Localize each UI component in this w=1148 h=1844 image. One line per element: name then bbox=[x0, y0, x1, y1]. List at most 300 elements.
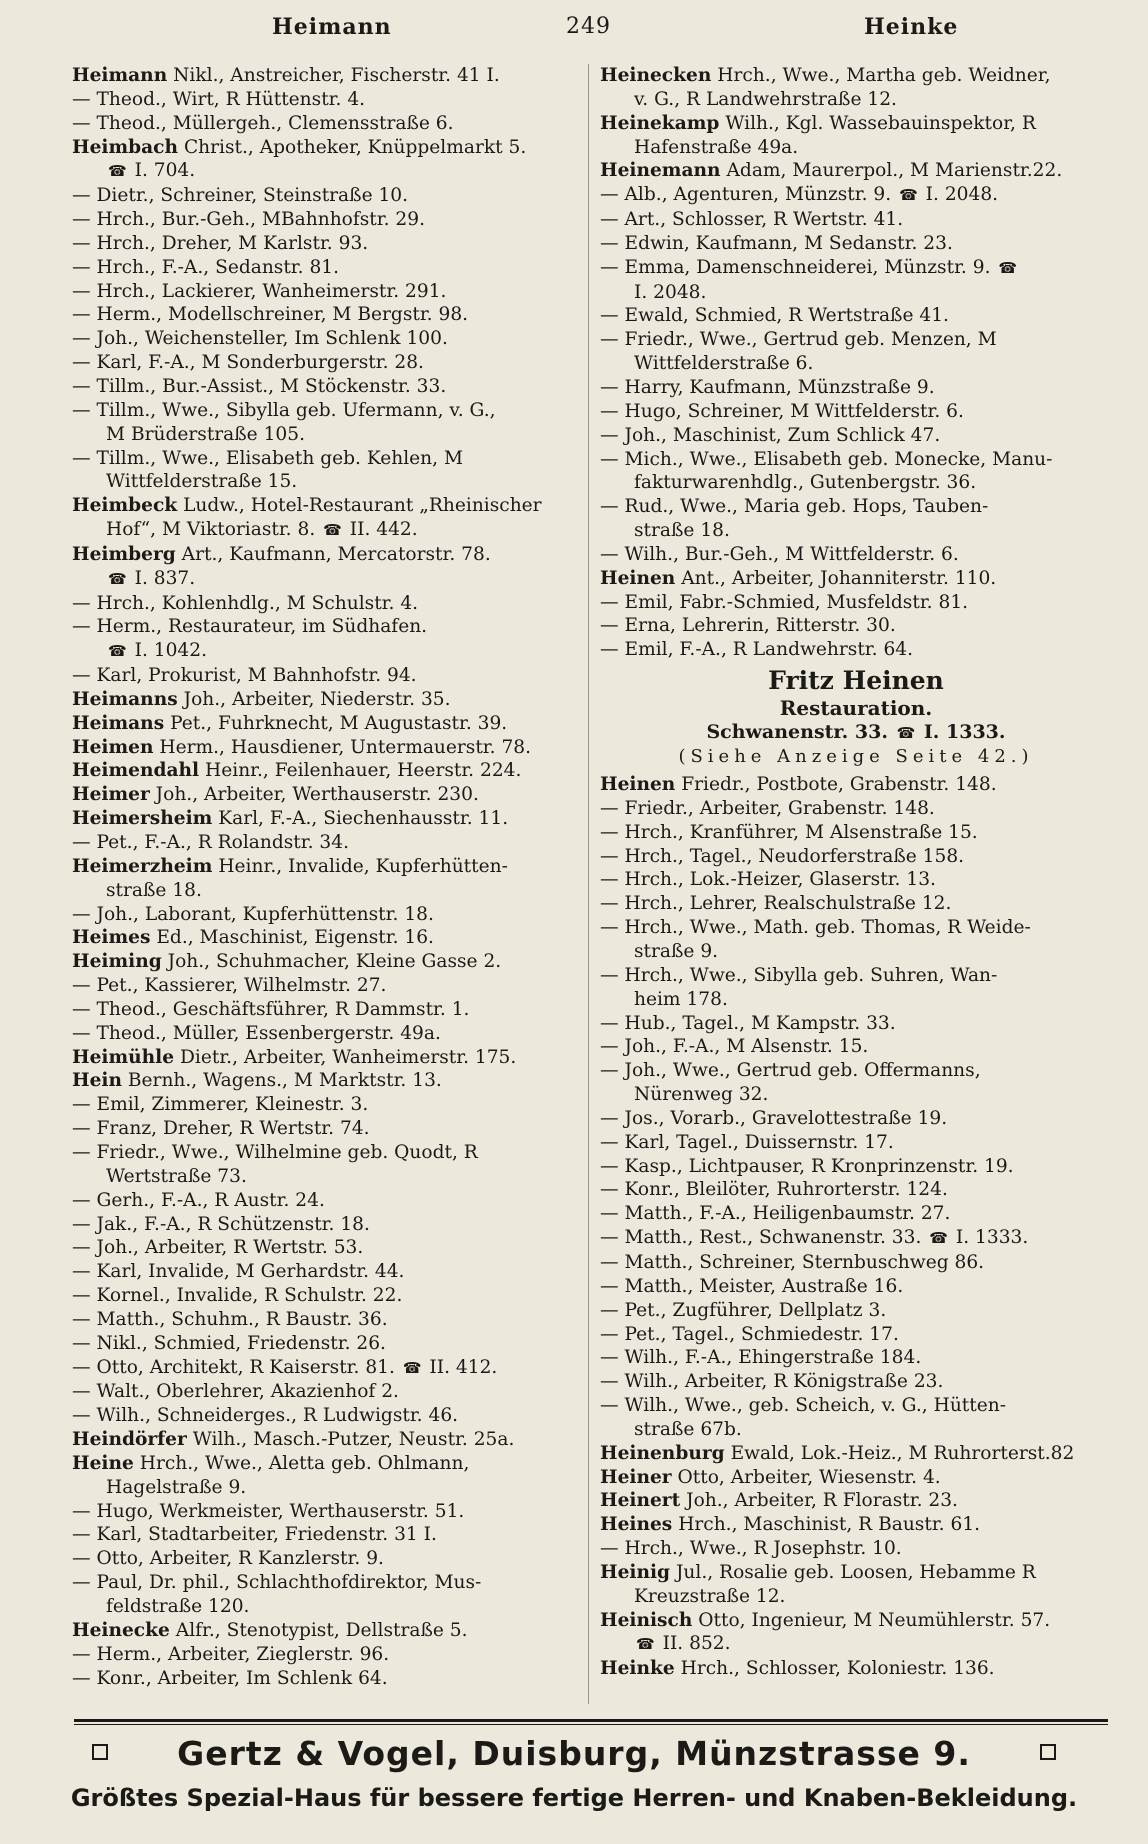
entry-surname: Heimans bbox=[72, 712, 165, 734]
directory-entry bbox=[600, 1202, 1112, 1226]
entry-surname: Heinert bbox=[600, 1490, 681, 1512]
directory-entry bbox=[600, 1657, 1112, 1681]
entry-text: M Brüderstraße 105. bbox=[106, 423, 305, 445]
directory-entry bbox=[72, 494, 580, 543]
entry-text: — Emil, Fabr.-Schmied, Musfeldstr. 81. bbox=[600, 591, 969, 613]
directory-entry bbox=[72, 112, 580, 136]
directory-entry bbox=[72, 256, 580, 280]
entry-surname: Heinen bbox=[600, 567, 676, 589]
entry-text: — Theod., Müllergeh., Clemensstraße 6. bbox=[72, 112, 454, 134]
entry-text: Otto, Arbeiter, Wiesenstr. 4. bbox=[671, 1466, 941, 1488]
entry-text: straße 18. bbox=[106, 879, 202, 901]
entry-text: Hof“, M Viktoriastr. 8. bbox=[106, 519, 322, 541]
entry-text: Otto, Ingenieur, M Neumühlerstr. 57. bbox=[692, 1609, 1051, 1631]
entry-text: — Pet., Tagel., Schmiedestr. 17. bbox=[600, 1323, 899, 1345]
directory-entry bbox=[72, 855, 580, 903]
entry-text: — Hrch., Kohlenhdlg., M Schulstr. 4. bbox=[72, 592, 419, 614]
entry-text: — Karl, Stadtarbeiter, Friedenstr. 31 I. bbox=[72, 1524, 437, 1546]
directory-entry bbox=[600, 1489, 1112, 1513]
entry-continuation bbox=[72, 567, 580, 592]
directory-entry bbox=[600, 328, 1112, 376]
advert-name: Fritz Heinen bbox=[768, 666, 944, 696]
directory-entry bbox=[72, 759, 580, 783]
directory-entry bbox=[72, 1356, 580, 1381]
entry-text: — Jos., Vorarb., Gravelottestraße 19. bbox=[600, 1107, 948, 1129]
entry-text: — Hrch., Wwe., Sibylla geb. Suhren, Wan- bbox=[600, 964, 998, 986]
entry-text: II. 412. bbox=[423, 1356, 498, 1378]
entry-text: — Herm., Arbeiter, Zieglerstr. 96. bbox=[72, 1643, 390, 1665]
directory-entry bbox=[600, 448, 1112, 496]
directory-entry bbox=[72, 543, 580, 592]
telephone-icon: ☎ bbox=[998, 258, 1018, 277]
directory-entry bbox=[600, 821, 1112, 845]
directory-entry bbox=[72, 1500, 580, 1524]
advert-address: Schwanenstr. 33. bbox=[706, 721, 888, 744]
directory-entry bbox=[72, 375, 580, 399]
entry-text: — Franz, Dreher, R Wertstr. 74. bbox=[72, 1118, 370, 1140]
entry-continuation bbox=[72, 470, 580, 494]
entry-text: — Hrch., Dreher, M Karlstr. 93. bbox=[72, 232, 369, 254]
entry-text: Joh., Arbeiter, Werthauserstr. 230. bbox=[149, 784, 479, 806]
footer-rule-thin bbox=[74, 1724, 1108, 1725]
entry-continuation bbox=[600, 519, 1112, 543]
entry-text: Hagelstraße 9. bbox=[106, 1476, 247, 1498]
directory-entry bbox=[600, 1131, 1112, 1155]
entry-text: — Theod., Wirt, R Hüttenstr. 4. bbox=[72, 88, 366, 110]
entry-text: — Friedr., Arbeiter, Grabenstr. 148. bbox=[600, 797, 935, 819]
directory-entry bbox=[600, 567, 1112, 591]
entry-continuation bbox=[600, 88, 1112, 112]
directory-entry bbox=[72, 1260, 580, 1284]
directory-entry bbox=[600, 208, 1112, 232]
entry-text: — Ewald, Schmied, R Wertstraße 41. bbox=[600, 305, 949, 327]
entry-text: II. 442. bbox=[343, 519, 418, 541]
directory-entry bbox=[72, 688, 580, 712]
entry-text: — Dietr., Schreiner, Steinstraße 10. bbox=[72, 185, 409, 207]
entry-text: Dietr., Arbeiter, Wanheimerstr. 175. bbox=[174, 1046, 517, 1068]
entry-text: — Hrch., Lehrer, Realschulstraße 12. bbox=[600, 893, 952, 915]
entry-text: — Hugo, Schreiner, M Wittfelderstr. 6. bbox=[600, 400, 964, 422]
directory-entry bbox=[72, 1284, 580, 1308]
entry-text: Hrch., Wwe., Aletta geb. Ohlmann, bbox=[133, 1452, 470, 1474]
right-column-top-entries bbox=[600, 64, 1112, 662]
directory-entry bbox=[72, 664, 580, 688]
directory-entry bbox=[72, 783, 580, 807]
directory-entry bbox=[72, 1667, 580, 1691]
entry-surname: Heinen bbox=[600, 774, 676, 796]
directory-entry bbox=[72, 232, 580, 256]
entry-surname: Heimbach bbox=[72, 136, 179, 158]
directory-entry bbox=[600, 1059, 1112, 1107]
entry-text: — Otto, Architekt, R Kaiserstr. 81. bbox=[72, 1356, 401, 1378]
directory-entry bbox=[72, 447, 580, 495]
entry-text: Joh., Arbeiter, R Florastr. 23. bbox=[680, 1490, 958, 1512]
entry-surname: Heinemann bbox=[600, 160, 721, 182]
entry-text: — Matth., Schreiner, Sternbuschweg 86. bbox=[600, 1251, 985, 1273]
entry-surname: Heimen bbox=[72, 736, 154, 758]
entry-text: v. G., R Landwehrstraße 12. bbox=[634, 88, 897, 110]
entry-text: straße 67b. bbox=[634, 1418, 742, 1440]
directory-entry bbox=[600, 1442, 1112, 1466]
entry-text: Art., Kaufmann, Mercatorstr. 78. bbox=[175, 543, 491, 565]
entry-text: — Konr., Bleilöter, Ruhrorterstr. 124. bbox=[600, 1179, 948, 1201]
entry-text: Adam, Maurerpol., M Marienstr.22. bbox=[720, 160, 1063, 182]
entry-continuation bbox=[600, 136, 1112, 160]
entry-text: — Harry, Kaufmann, Münzstraße 9. bbox=[600, 376, 935, 398]
entry-text: Wertstraße 73. bbox=[106, 1165, 247, 1187]
entry-surname: Heiming bbox=[72, 951, 162, 973]
directory-entry bbox=[72, 712, 580, 736]
running-header-left: Heimann bbox=[272, 14, 392, 40]
entry-continuation bbox=[600, 940, 1112, 964]
directory-entry bbox=[72, 1236, 580, 1260]
entry-surname: Heimerzheim bbox=[72, 855, 213, 877]
entry-text: — Joh., Maschinist, Zum Schlick 47. bbox=[600, 424, 941, 446]
entry-text: — Otto, Arbeiter, R Kanzlerstr. 9. bbox=[72, 1548, 384, 1570]
directory-entry bbox=[600, 112, 1112, 160]
entry-text: — Pet., Kassierer, Wilhelmstr. 27. bbox=[72, 975, 387, 997]
directory-entry bbox=[600, 1275, 1112, 1299]
entry-text: feldstraße 120. bbox=[106, 1596, 250, 1617]
entry-text: — Hrch., Lackierer, Wanheimerstr. 291. bbox=[72, 280, 447, 302]
directory-entry bbox=[600, 1035, 1112, 1059]
entry-text: fakturwarenhdlg., Gutenbergstr. 36. bbox=[634, 472, 977, 494]
directory-entry bbox=[72, 974, 580, 998]
directory-entry bbox=[600, 1299, 1112, 1323]
directory-entry bbox=[72, 1643, 580, 1667]
directory-entry bbox=[72, 184, 580, 208]
directory-entry bbox=[600, 1466, 1112, 1490]
directory-entry bbox=[600, 543, 1112, 567]
directory-entry bbox=[72, 998, 580, 1022]
entry-surname: Heindörfer bbox=[72, 1429, 187, 1451]
entry-text: Christ., Apotheker, Knüppelmarkt 5. bbox=[178, 136, 527, 158]
entry-text: — Wilh., Schneiderges., R Ludwigstr. 46. bbox=[72, 1405, 459, 1427]
entry-text: I. 1042. bbox=[128, 640, 207, 662]
telephone-icon: ☎ bbox=[108, 569, 127, 588]
entry-surname: Heinenburg bbox=[600, 1442, 725, 1464]
entry-text: — Theod., Müller, Essenbergerstr. 49a. bbox=[72, 1022, 441, 1044]
directory-entry bbox=[72, 303, 580, 327]
entry-text: Bernh., Wagens., M Marktstr. 13. bbox=[121, 1070, 442, 1092]
footer-tagline: Größtes Spezial-Haus für bessere fertige Herren- und Knaben-Bekleidung. bbox=[70, 1784, 1078, 1812]
entry-continuation bbox=[600, 988, 1112, 1012]
directory-entry bbox=[600, 1561, 1112, 1609]
entry-text: — Hrch., Lok.-Heizer, Glaserstr. 13. bbox=[600, 869, 936, 891]
entry-text: — Karl, Prokurist, M Bahnhofstr. 94. bbox=[72, 665, 417, 687]
directory-entry bbox=[72, 327, 580, 351]
entry-text: I. 1333. bbox=[949, 1227, 1029, 1249]
entry-text: — Joh., Arbeiter, R Wertstr. 53. bbox=[72, 1237, 364, 1259]
entry-text: — Pet., F.-A., R Rolandstr. 34. bbox=[72, 832, 350, 853]
entry-continuation bbox=[72, 1476, 580, 1500]
entry-surname: Heimer bbox=[72, 784, 150, 806]
directory-entry bbox=[600, 376, 1112, 400]
entry-text: — Joh., Wwe., Gertrud geb. Offermanns, bbox=[600, 1060, 981, 1082]
directory-entry bbox=[600, 159, 1112, 183]
entry-surname: Heinke bbox=[600, 1658, 675, 1680]
directory-entry bbox=[600, 591, 1112, 615]
entry-continuation bbox=[72, 1165, 580, 1189]
entry-surname: Heine bbox=[72, 1452, 134, 1474]
entry-text: — Wilh., Arbeiter, R Königstraße 23. bbox=[600, 1371, 944, 1393]
directory-entry bbox=[600, 1251, 1112, 1275]
entry-text: — Art., Schlosser, R Wertstr. 41. bbox=[600, 209, 904, 231]
directory-entry bbox=[72, 1141, 580, 1189]
entry-text: — Wilh., Bur.-Geh., M Wittfelderstr. 6. bbox=[600, 543, 959, 565]
entry-text: — Wilh., F.-A., Ehingerstraße 184. bbox=[600, 1347, 922, 1369]
entry-text: — Matth., Rest., Schwanenstr. 33. bbox=[600, 1227, 928, 1249]
directory-entry bbox=[600, 1537, 1112, 1561]
directory-entry bbox=[72, 1452, 580, 1500]
entry-continuation bbox=[600, 471, 1112, 495]
entry-text: — Walt., Oberlehrer, Akazienhof 2. bbox=[72, 1381, 399, 1403]
entry-surname: Heimes bbox=[72, 927, 151, 949]
directory-entry bbox=[72, 280, 580, 304]
entry-text: — Matth., Meister, Austraße 16. bbox=[600, 1275, 904, 1297]
entry-surname: Heinekamp bbox=[600, 112, 720, 134]
entry-text: — Hugo, Werkmeister, Werthauserstr. 51. bbox=[72, 1500, 465, 1522]
entry-surname: Heiner bbox=[600, 1466, 672, 1488]
entry-surname: Heines bbox=[600, 1514, 673, 1536]
entry-text: I. 837. bbox=[128, 567, 196, 589]
directory-entry bbox=[600, 1394, 1112, 1442]
entry-text: — Edwin, Kaufmann, M Sedanstr. 23. bbox=[600, 232, 953, 254]
entry-text: — Gerh., F.-A., R Austr. 24. bbox=[72, 1189, 325, 1211]
directory-entry bbox=[72, 1093, 580, 1117]
entry-text: Friedr., Postbote, Grabenstr. 148. bbox=[675, 774, 997, 796]
directory-entry bbox=[72, 1404, 580, 1428]
directory-entry bbox=[72, 807, 580, 831]
entry-text: — Emma, Damenschneiderei, Münzstr. 9. bbox=[600, 256, 997, 278]
telephone-icon: ☎ bbox=[896, 724, 916, 743]
entry-continuation bbox=[72, 879, 580, 903]
advert-address-line bbox=[600, 720, 1112, 745]
entry-text: — Theod., Geschäftsführer, R Dammstr. 1. bbox=[72, 998, 470, 1020]
directory-entry bbox=[72, 1213, 580, 1237]
directory-entry bbox=[600, 1107, 1112, 1131]
entry-text: — Herm., Modellschreiner, M Bergstr. 98. bbox=[72, 304, 469, 326]
directory-entry bbox=[600, 638, 1112, 662]
directory-entry bbox=[600, 495, 1112, 543]
directory-entry bbox=[72, 831, 580, 855]
entry-text: — Tillm., Wwe., Sibylla geb. Ufermann, v. G., bbox=[72, 399, 496, 421]
entry-surname: Heinecke bbox=[72, 1619, 170, 1641]
entry-text: Ed., Maschinist, Eigenstr. 16. bbox=[150, 927, 434, 949]
entry-continuation bbox=[600, 281, 1112, 305]
entry-text: — Tillm., Bur.-Assist., M Stöckenstr. 33. bbox=[72, 375, 447, 397]
entry-text: Hrch., Schlosser, Koloniestr. 136. bbox=[674, 1658, 995, 1680]
directory-entry bbox=[600, 232, 1112, 256]
directory-entry bbox=[600, 1323, 1112, 1347]
entry-text: Ant., Arbeiter, Johanniterstr. 110. bbox=[675, 567, 997, 589]
entry-text: Hafenstraße 49a. bbox=[634, 136, 799, 158]
entry-text: — Paul, Dr. phil., Schlachthofdirektor, Mus- bbox=[72, 1572, 482, 1594]
entry-text: — Karl, F.-A., M Sonderburgerstr. 28. bbox=[72, 352, 424, 374]
telephone-icon: ☎ bbox=[636, 1635, 655, 1654]
entry-text: Wittfelderstraße 15. bbox=[106, 471, 298, 493]
entry-text: — Wilh., Wwe., geb. Scheich, v. G., Hütten- bbox=[600, 1395, 1007, 1417]
entry-text: Jul., Rosalie geb. Loosen, Hebamme R bbox=[670, 1561, 1036, 1583]
entry-text: straße 9. bbox=[634, 941, 719, 962]
footer-square-right bbox=[1040, 1744, 1056, 1760]
entry-text: — Hrch., Tagel., Neudorferstraße 158. bbox=[600, 845, 965, 867]
directory-entry bbox=[72, 1046, 580, 1070]
directory-entry bbox=[72, 1380, 580, 1404]
directory-entry bbox=[72, 351, 580, 375]
directory-entry bbox=[600, 424, 1112, 448]
entry-text: Hrch., Wwe., Martha geb. Weidner, bbox=[711, 65, 1051, 86]
telephone-icon: ☎ bbox=[929, 1229, 948, 1248]
footer-firm: Gertz & Vogel, Duisburg, Münzstrasse 9. bbox=[177, 1734, 971, 1773]
directory-entry bbox=[600, 1609, 1112, 1658]
entry-text: — Tillm., Wwe., Elisabeth geb. Kehlen, M bbox=[72, 447, 464, 469]
entry-text: I. 2048. bbox=[919, 184, 999, 206]
entry-text: Herm., Hausdiener, Untermauerstr. 78. bbox=[153, 736, 532, 758]
entry-text: Kreuzstraße 12. bbox=[634, 1585, 786, 1607]
directory-entry bbox=[72, 136, 580, 185]
entry-surname: Heimbeck bbox=[72, 495, 178, 517]
directory-entry bbox=[72, 88, 580, 112]
entry-text: — Friedr., Wwe., Gertrud geb. Menzen, M bbox=[600, 329, 997, 351]
entry-text: Heinr., Feilenhauer, Heerstr. 224. bbox=[199, 760, 522, 782]
entry-text: Nikl., Anstreicher, Fischerstr. 41 I. bbox=[167, 65, 500, 86]
entry-text: — Hub., Tagel., M Kampstr. 33. bbox=[600, 1012, 896, 1034]
entry-text: — Nikl., Schmied, Friedenstr. 26. bbox=[72, 1332, 386, 1354]
entry-text: — Joh., Laborant, Kupferhüttenstr. 18. bbox=[72, 903, 434, 925]
entry-text: — Hrch., Wwe., R Josephstr. 10. bbox=[600, 1538, 902, 1560]
entry-surname: Heimendahl bbox=[72, 760, 200, 782]
entry-text: — Alb., Agenturen, Münzstr. 9. bbox=[600, 184, 898, 206]
restaurant-advert bbox=[600, 666, 1112, 769]
right-column-bottom-entries bbox=[600, 773, 1112, 1681]
entry-text: — Matth., F.-A., Heiligenbaumstr. 27. bbox=[600, 1203, 951, 1225]
telephone-icon: ☎ bbox=[899, 186, 918, 205]
directory-entry bbox=[600, 892, 1112, 916]
entry-text: Pet., Fuhrknecht, M Augustastr. 39. bbox=[164, 712, 508, 734]
running-header-right: Heinke bbox=[864, 14, 959, 40]
entry-text: Joh., Arbeiter, Niederstr. 35. bbox=[177, 688, 451, 710]
advert-note: (Siehe Anzeige Seite 42.) bbox=[678, 746, 1034, 768]
directory-entry bbox=[72, 399, 580, 447]
directory-entry bbox=[600, 64, 1112, 112]
directory-entry bbox=[600, 964, 1112, 1012]
directory-entry bbox=[72, 903, 580, 927]
entry-text: Nürenweg 32. bbox=[634, 1084, 769, 1106]
directory-entry bbox=[72, 1523, 580, 1547]
column-divider bbox=[588, 64, 589, 1704]
directory-entry bbox=[600, 1513, 1112, 1537]
directory-entry bbox=[600, 1178, 1112, 1202]
directory-entry bbox=[600, 868, 1112, 892]
entry-continuation bbox=[72, 518, 580, 543]
directory-entry bbox=[600, 797, 1112, 821]
entry-text: — Erna, Lehrerin, Ritterstr. 30. bbox=[600, 615, 896, 637]
telephone-icon: ☎ bbox=[108, 642, 127, 661]
telephone-icon: ☎ bbox=[323, 521, 342, 540]
directory-entry bbox=[72, 615, 580, 664]
entry-text: — Hrch., Wwe., Math. geb. Thomas, R Weide- bbox=[600, 917, 1031, 939]
entry-text: straße 18. bbox=[634, 520, 730, 542]
entry-text: — Mich., Wwe., Elisabeth geb. Monecke, Manu- bbox=[600, 448, 1053, 470]
entry-continuation bbox=[600, 1083, 1112, 1107]
entry-continuation bbox=[600, 1418, 1112, 1442]
entry-text: — Konr., Arbeiter, Im Schlenk 64. bbox=[72, 1667, 388, 1689]
directory-entry bbox=[72, 1547, 580, 1571]
directory-entry bbox=[72, 1428, 580, 1452]
directory-entry bbox=[72, 1619, 580, 1643]
directory-entry bbox=[600, 1155, 1112, 1179]
directory-entry bbox=[72, 208, 580, 232]
entry-text: — Emil, F.-A., R Landwehrstr. 64. bbox=[600, 639, 914, 661]
directory-entry bbox=[72, 592, 580, 616]
entry-text: — Rud., Wwe., Maria geb. Hops, Tauben- bbox=[600, 496, 989, 518]
entry-text: — Karl, Invalide, M Gerhardstr. 44. bbox=[72, 1261, 405, 1283]
entry-surname: Heinecken bbox=[600, 65, 712, 86]
entry-text: — Hrch., Kranführer, M Alsenstraße 15. bbox=[600, 821, 978, 843]
directory-entry bbox=[72, 1022, 580, 1046]
entry-text: — Emil, Zimmerer, Kleinestr. 3. bbox=[72, 1094, 369, 1116]
directory-entry bbox=[72, 950, 580, 974]
directory-entry bbox=[600, 400, 1112, 424]
left-column bbox=[72, 64, 580, 1690]
entry-text: — Hrch., F.-A., Sedanstr. 81. bbox=[72, 256, 340, 278]
entry-continuation bbox=[72, 423, 580, 447]
entry-text: — Joh., F.-A., M Alsenstr. 15. bbox=[600, 1036, 869, 1058]
directory-entry bbox=[72, 1189, 580, 1213]
entry-continuation bbox=[72, 159, 580, 184]
entry-text: Wilh., Kgl. Wassebauinspektor, R bbox=[719, 112, 1036, 134]
directory-entry bbox=[600, 1346, 1112, 1370]
footer-rule bbox=[74, 1719, 1108, 1722]
entry-text: — Hrch., Bur.-Geh., MBahnhofstr. 29. bbox=[72, 209, 426, 231]
entry-text: I. 2048. bbox=[634, 281, 707, 303]
entry-continuation bbox=[72, 639, 580, 664]
entry-text: — Kasp., Lichtpauser, R Kronprinzenstr. 19. bbox=[600, 1155, 1014, 1177]
entry-surname: Heimersheim bbox=[72, 808, 213, 830]
entry-text: heim 178. bbox=[634, 988, 728, 1010]
entry-continuation bbox=[600, 352, 1112, 376]
entry-text: Wittfelderstraße 6. bbox=[634, 353, 814, 375]
telephone-icon: ☎ bbox=[108, 162, 127, 181]
entry-text: Ewald, Lok.-Heiz., M Ruhrorterst.82 bbox=[724, 1442, 1075, 1464]
entry-text: — Friedr., Wwe., Wilhelmine geb. Quodt, R bbox=[72, 1141, 478, 1163]
entry-text: Hrch., Maschinist, R Baustr. 61. bbox=[672, 1514, 981, 1536]
entry-text: I. 704. bbox=[128, 160, 196, 182]
directory-entry bbox=[72, 926, 580, 950]
entry-surname: Heimann bbox=[72, 65, 168, 86]
directory-entry bbox=[600, 1370, 1112, 1394]
entry-surname: Heinisch bbox=[600, 1609, 693, 1631]
directory-entry bbox=[600, 845, 1112, 869]
entry-text: Wilh., Masch.-Putzer, Neustr. 25a. bbox=[186, 1429, 515, 1451]
directory-entry bbox=[72, 736, 580, 760]
entry-surname: Heimühle bbox=[72, 1046, 175, 1068]
directory-entry bbox=[72, 64, 580, 88]
entry-continuation bbox=[600, 1632, 1112, 1657]
entry-surname: Hein bbox=[72, 1070, 122, 1092]
entry-text: — Jak., F.-A., R Schützenstr. 18. bbox=[72, 1213, 370, 1235]
telephone-icon: ☎ bbox=[402, 1358, 422, 1377]
entry-continuation bbox=[600, 1585, 1112, 1609]
directory-entry bbox=[600, 1012, 1112, 1036]
entry-text: — Kornel., Invalide, R Schulstr. 22. bbox=[72, 1285, 403, 1307]
directory-entry bbox=[72, 1571, 580, 1619]
advert-phone: I. 1333. bbox=[923, 721, 1006, 744]
right-column bbox=[600, 64, 1112, 1681]
directory-entry bbox=[600, 614, 1112, 638]
entry-surname: Heimanns bbox=[72, 688, 178, 710]
